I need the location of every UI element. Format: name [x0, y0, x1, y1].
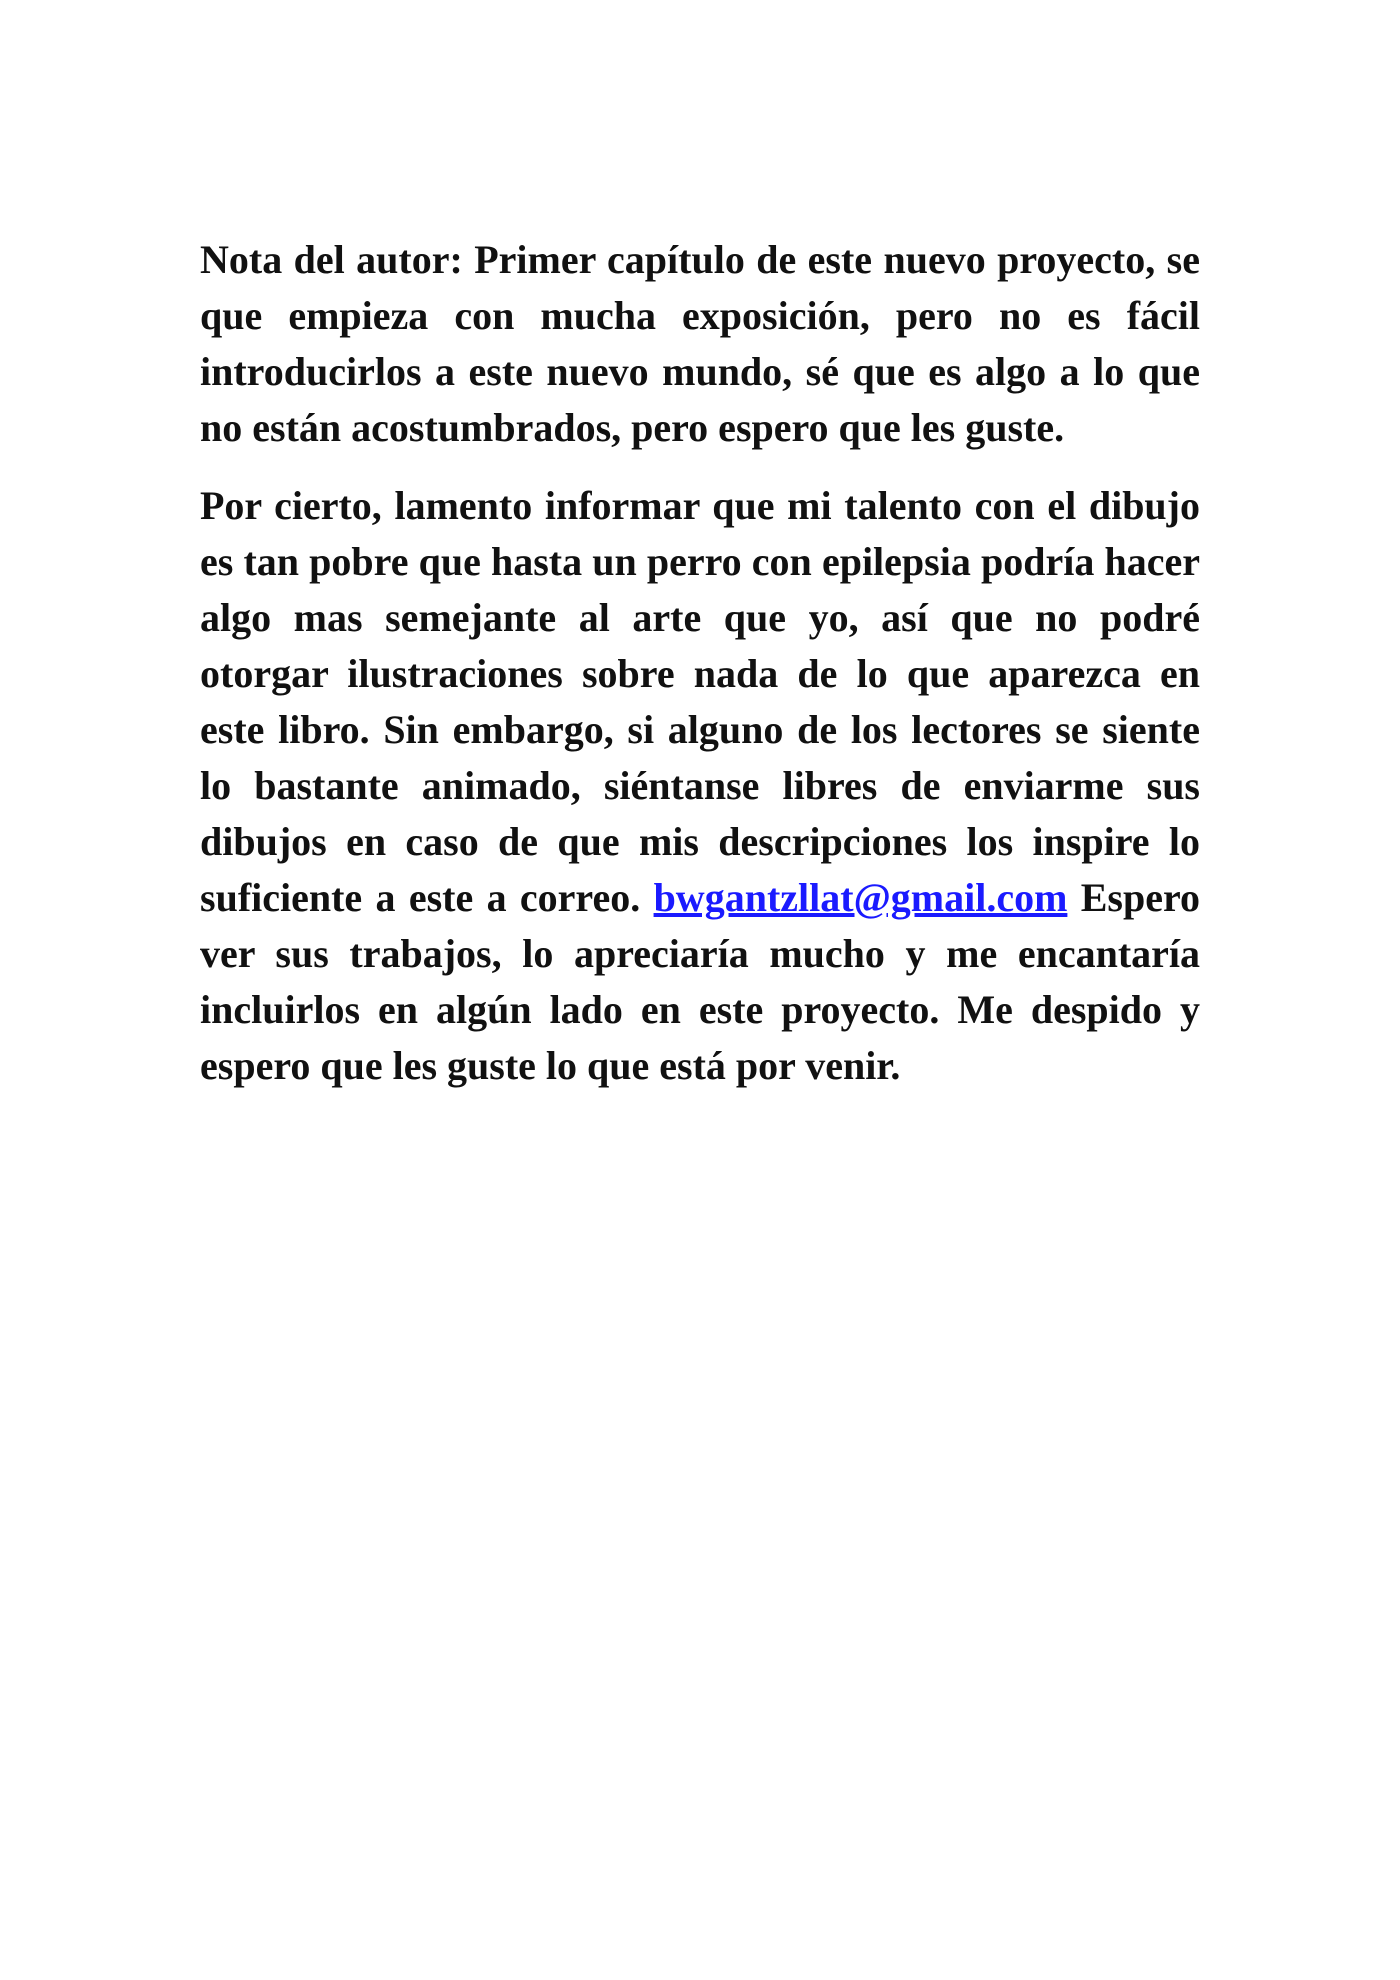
- email-link[interactable]: bwgantzllat@gmail.com: [653, 875, 1068, 920]
- note-paragraph-1: [200, 232, 1200, 456]
- note-paragraph-2-text-after-email: Espero ver sus trabajos, lo apreciaría mucho y me encantaría incluirlos en algún lado en este proyecto. Me despido y espero que les guste lo que está por venir.: [200, 875, 1201, 1088]
- note-paragraph-2: [200, 478, 1200, 1094]
- author-note: [200, 232, 1200, 1116]
- note-paragraph-1-text: Nota del autor: Primer capítulo de este nuevo proyecto, se que empieza con mucha exposición, pero no es fácil introducirlos a este nuevo mundo, sé que es algo a lo que no están acostumbrados, pero espero que les guste.: [200, 237, 1200, 450]
- note-paragraph-2-text-before-email: Por cierto, lamento informar que mi talento con el dibujo es tan pobre que hasta un perro con epilepsia podría hacer algo mas semejante al arte que yo, así que no podré otorgar ilustraciones sobre nada de lo que aparezca en este libro. Sin embargo, si alguno de los lectores se siente lo bastante animado, siéntanse libres de enviarme sus dibujos en caso de que mis descripciones los inspire lo suficiente a este a correo.: [200, 483, 1200, 920]
